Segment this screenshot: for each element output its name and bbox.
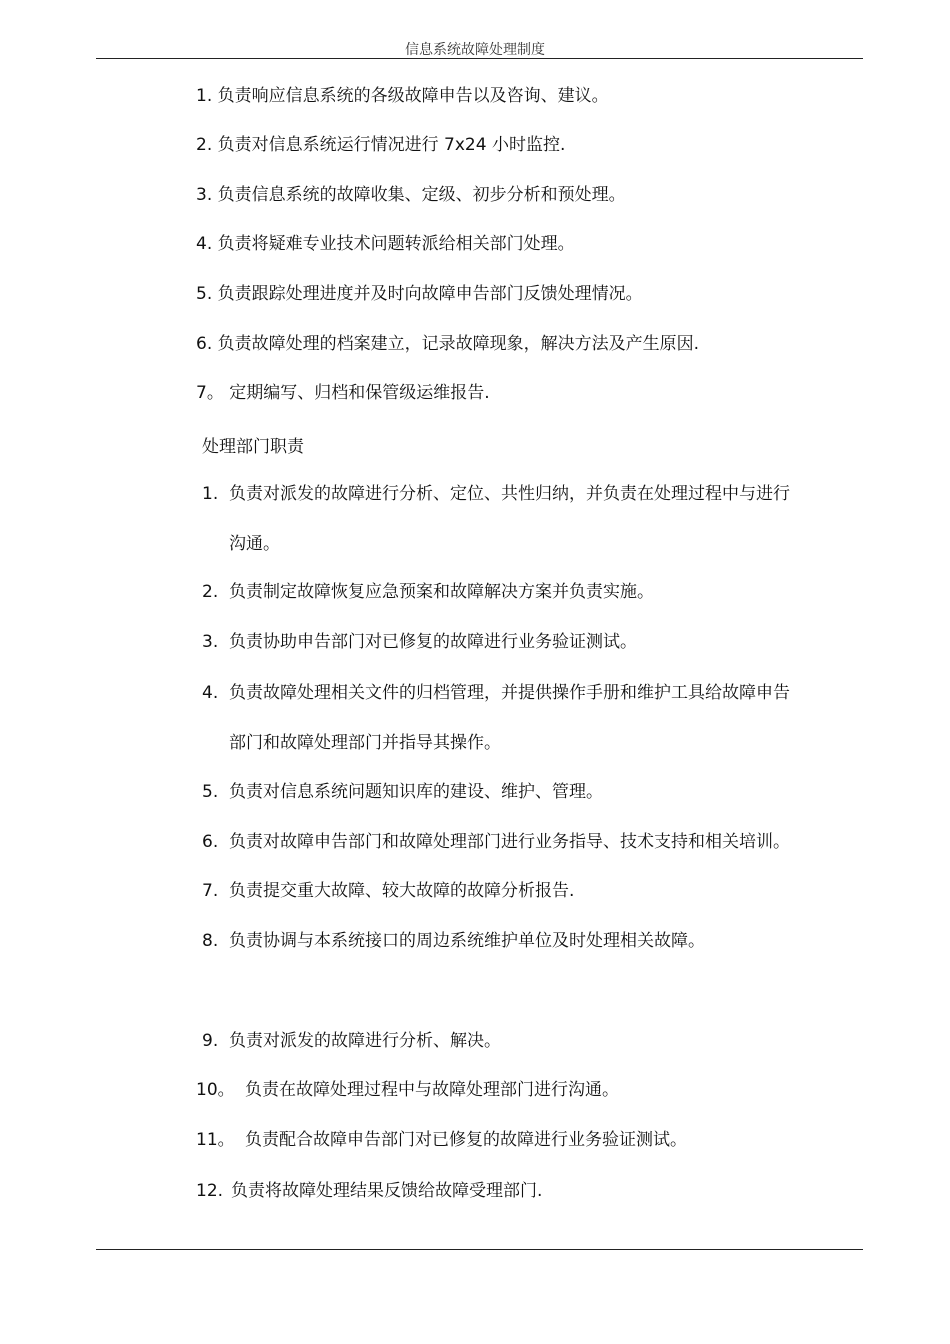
- list-item: 6. 负责故障处理的档案建立，记录故障现象，解决方法及产生原因.: [196, 334, 700, 354]
- list-item: 2. 负责对信息系统运行情况进行 7x24 小时监控.: [196, 135, 566, 155]
- list-item-text: 负责协助申告部门对已修复的故障进行业务验证测试。: [229, 632, 637, 652]
- list-item: 5. 负责跟踪处理进度并及时向故障申告部门反馈处理情况。: [196, 284, 643, 304]
- list-item: 7。 定期编写、归档和保管级运维报告.: [196, 383, 490, 403]
- footer-rule: [96, 1249, 863, 1250]
- list-item-number: 1.: [202, 484, 219, 504]
- list-item-text: 负责将故障处理结果反馈给故障受理部门.: [231, 1181, 543, 1201]
- list-item-text: 负责提交重大故障、较大故障的故障分析报告.: [229, 881, 575, 901]
- list-item-text: 负责在故障处理过程中与故障处理部门进行沟通。: [245, 1080, 619, 1100]
- list-item-text: 负责制定故障恢复应急预案和故障解决方案并负责实施。: [229, 582, 654, 602]
- list-item-text: 负责对故障申告部门和故障处理部门进行业务指导、技术支持和相关培训。: [229, 832, 790, 852]
- list-item-continuation: 部门和故障处理部门并指导其操作。: [229, 733, 501, 753]
- list-item-number: 9.: [202, 1031, 219, 1051]
- list-item-number: 6.: [202, 832, 219, 852]
- list-item-number: 3.: [202, 632, 219, 652]
- list-item-number: 7.: [202, 881, 219, 901]
- list-item-continuation: 沟通。: [229, 534, 280, 554]
- list-item-text: 负责对信息系统问题知识库的建设、维护、管理。: [229, 782, 603, 802]
- list-item-number: 5.: [202, 782, 219, 802]
- list-item-text: 负责对派发的故障进行分析、解决。: [229, 1031, 501, 1051]
- list-item-number: 12.: [196, 1181, 224, 1201]
- header-rule: [96, 58, 863, 59]
- list-item-number: 10。: [196, 1080, 235, 1100]
- list-item-number: 8.: [202, 931, 219, 951]
- list-item: 4. 负责将疑难专业技术问题转派给相关部门处理。: [196, 234, 575, 254]
- list-item-number: 11。: [196, 1130, 235, 1150]
- list-item-text: 负责故障处理相关文件的归档管理，并提供操作手册和维护工具给故障申告: [229, 683, 790, 703]
- header-title: 信息系统故障处理制度: [405, 42, 545, 58]
- list-item: 1. 负责响应信息系统的各级故障申告以及咨询、建议。: [196, 86, 609, 106]
- list-item-text: 负责协调与本系统接口的周边系统维护单位及时处理相关故障。: [229, 931, 705, 951]
- list-item-number: 4.: [202, 683, 219, 703]
- list-item-text: 负责对派发的故障进行分析、定位、共性归纳，并负责在处理过程中与进行: [229, 484, 790, 504]
- section-heading: 处理部门职责: [202, 437, 304, 457]
- list-item: 3. 负责信息系统的故障收集、定级、初步分析和预处理。: [196, 185, 626, 205]
- list-item-number: 2.: [202, 582, 219, 602]
- list-item-text: 负责配合故障申告部门对已修复的故障进行业务验证测试。: [245, 1130, 687, 1150]
